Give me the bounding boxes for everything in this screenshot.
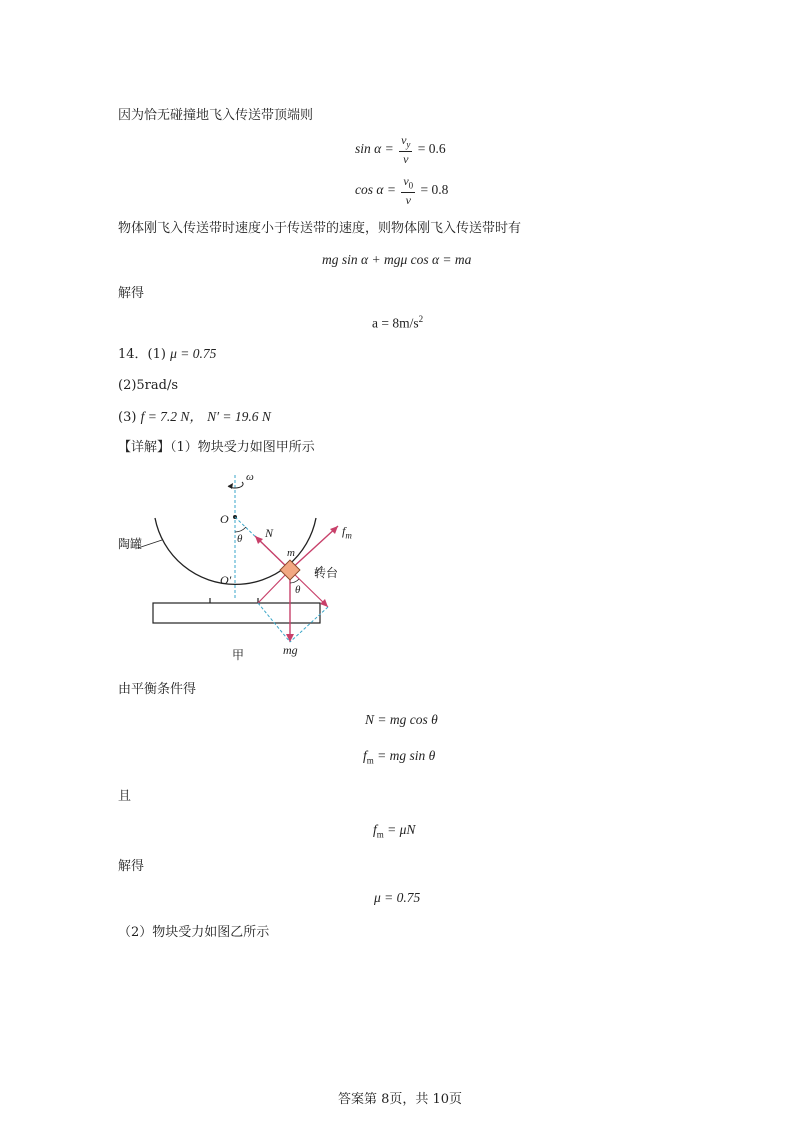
answer-14-1 [118,347,216,361]
force-fm-line [290,526,338,570]
theta-arc-top [235,527,246,532]
text-line-9: 且 [118,789,132,804]
label-fm-main: f [342,524,346,538]
text-line-8: 由平衡条件得 [118,682,197,697]
answer-14-3 [118,410,271,424]
label-N: N [265,526,274,540]
eq-sin-lhs: sin α = [355,140,394,156]
answer-14-1-value: μ = 0.75 [170,346,217,361]
text-line-2: 物体刚飞入传送带时速度小于传送带的速度，则物体刚飞入传送带时有 [118,221,522,236]
eq-accel-sup: 2 [418,314,424,324]
label-fm-sub: m [345,530,352,541]
eq-sin-rhs: = 0.6 [417,140,446,156]
figure-caption: 甲 [232,648,245,662]
eq-fm-rhs: = mg sin θ [377,748,436,763]
equation-N: N = mg cos θ [365,712,438,727]
answer-14-2: (2)5rad/s [118,378,179,393]
answer-14-3-n: N′ = 19.6 N [207,409,271,424]
answer-14-3-f: f = 7.2 N， [140,409,203,424]
eq-sin-den: v [403,151,409,166]
eq-accel-lhs: a = 8m/s [372,315,419,331]
eq-cos-num: v [403,174,409,188]
eq-cos-num-sub: 0 [408,180,414,191]
equation-force: mg sin α + mgμ cos α = ma [322,252,472,267]
theta-arc-bottom [290,579,299,583]
text-line-11: （2）物块受力如图乙所示 [118,925,270,940]
eq-fm-sub: m [366,755,374,766]
label-theta-bottom: θ [295,584,301,596]
equation-cos-alpha [355,175,448,206]
eq-fmmu-rhs: = μN [387,822,416,837]
text-line-10: 解得 [118,859,145,874]
label-O: O [220,512,229,526]
eq-sin-num-sub: y [406,139,411,150]
equation-acceleration [372,315,423,330]
eq-cos-lhs: cos α = [355,181,396,197]
label-m: m [287,547,295,559]
eq-cos-fraction [401,175,415,206]
label-mg: mg [283,643,298,657]
label-O-prime: O′ [220,573,232,587]
dash-parallelogram-2 [290,607,328,642]
label-turntable: 转台 [314,566,339,580]
figure-jia [110,470,350,669]
eq-fmmu-lhs: f [373,822,377,837]
eq-sin-num: v [401,133,407,147]
equation-fm-mu [373,823,415,840]
label-omega: ω [246,471,254,483]
eq-cos-den: v [405,192,411,207]
label-jar: 陶罐 [118,537,143,551]
eq-fm-lhs: f [363,748,367,763]
eq-sin-fraction [399,134,412,165]
label-theta-top: θ [237,533,243,545]
equation-fm [363,749,435,766]
equation-mu-final: μ = 0.75 [374,890,421,905]
eq-cos-rhs: = 0.8 [420,181,449,197]
turntable-base [153,603,320,623]
answer-14-1-label: 14．(1) [118,347,166,362]
page-footer: 答案第 8页，共 10页 [337,1092,463,1107]
text-line-3: 解得 [118,286,145,301]
text-line-1: 因为恰无碰撞地飞入传送带顶端则 [118,108,314,123]
detail-heading: 【详解】（1）物块受力如图甲所示 [118,440,315,455]
label-fm [342,525,352,540]
answer-14-3-label: (3) [118,410,137,425]
eq-fmmu-sub: m [376,829,384,840]
equation-sin-alpha [355,134,446,165]
